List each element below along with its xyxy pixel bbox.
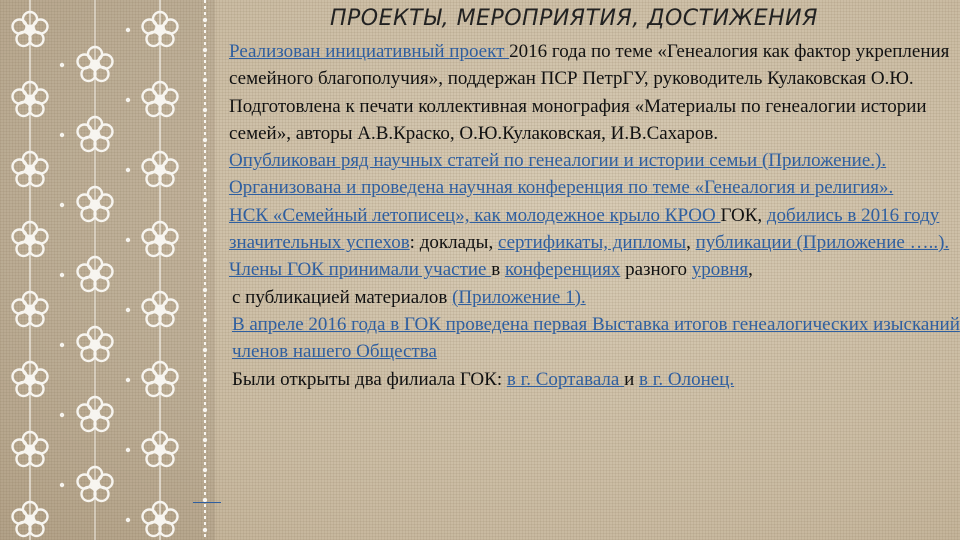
- nsk-success-link[interactable]: добились в 2016 году значительных успехов: [229, 204, 940, 254]
- branches-and: и: [624, 368, 640, 390]
- publications-link[interactable]: публикации (Приложение …..).: [695, 232, 950, 254]
- olonets-link[interactable]: в г. Олонец.: [639, 368, 735, 390]
- members-comma: ,: [748, 259, 753, 281]
- appendix-1-link[interactable]: (Приложение 1).: [452, 286, 586, 308]
- nsk-text-gok: ГОК,: [720, 204, 767, 226]
- item-nsk: [229, 202, 960, 257]
- articles-link[interactable]: Опубликован ряд научных статей по генеалогии и истории семьи (Приложение.).: [229, 150, 887, 172]
- nsk-link[interactable]: НСК «Семейный летописец», как молодежное крыло КРОО: [229, 204, 721, 226]
- members-publications-text: с публикацией материалов: [232, 286, 453, 308]
- content-body: [229, 38, 960, 393]
- level-link[interactable]: уровня: [691, 259, 749, 281]
- item-conference: [229, 174, 960, 201]
- project-link[interactable]: Реализован инициативный проект: [229, 41, 510, 62]
- sortavala-link[interactable]: в г. Сортавала: [506, 368, 625, 390]
- monograph-text: Подготовлена к печати коллективная монография «Материалы по генеалогии истории семей», авторы А.В.Краско, О.Ю.Кулаковская, И.В.Сахаров.: [229, 95, 927, 144]
- item-members: [229, 256, 960, 311]
- branches-text: Были открыты два филиала ГОК:: [232, 368, 507, 390]
- conference-link[interactable]: Организована и проведена научная конференция по теме «Генеалогия и религия».: [229, 177, 894, 199]
- item-monograph: [229, 93, 960, 148]
- link-underline-fragment: [193, 502, 221, 503]
- page-title: ПРОЕКТЫ, МЕРОПРИЯТИЯ, ДОСТИЖЕНИЯ: [330, 6, 818, 31]
- members-text-various: разного: [620, 259, 692, 281]
- conferences-link[interactable]: конференциях: [504, 259, 621, 281]
- lace-border-decoration: [0, 0, 215, 540]
- exhibition-link[interactable]: В апреле 2016 года в ГОК проведена первая Выставка итогов генеалогических изысканий членов нашего Общества: [232, 313, 960, 363]
- members-link[interactable]: Члены ГОК принимали участие: [229, 259, 492, 281]
- item-exhibition: [229, 311, 960, 366]
- nsk-comma: ,: [686, 232, 696, 254]
- certificates-link[interactable]: сертификаты, дипломы: [497, 232, 687, 254]
- item-project: [229, 38, 960, 93]
- item-branches: [229, 366, 960, 393]
- members-text-in: в: [491, 259, 505, 281]
- project-text: 2016 года по теме «Генеалогия как фактор укрепления семейного благополучия», поддержан ПСР ПетрГУ, руководитель Кулаковская О.Ю.: [229, 41, 950, 90]
- nsk-text-reports: : доклады,: [409, 232, 498, 254]
- item-articles: [229, 147, 960, 174]
